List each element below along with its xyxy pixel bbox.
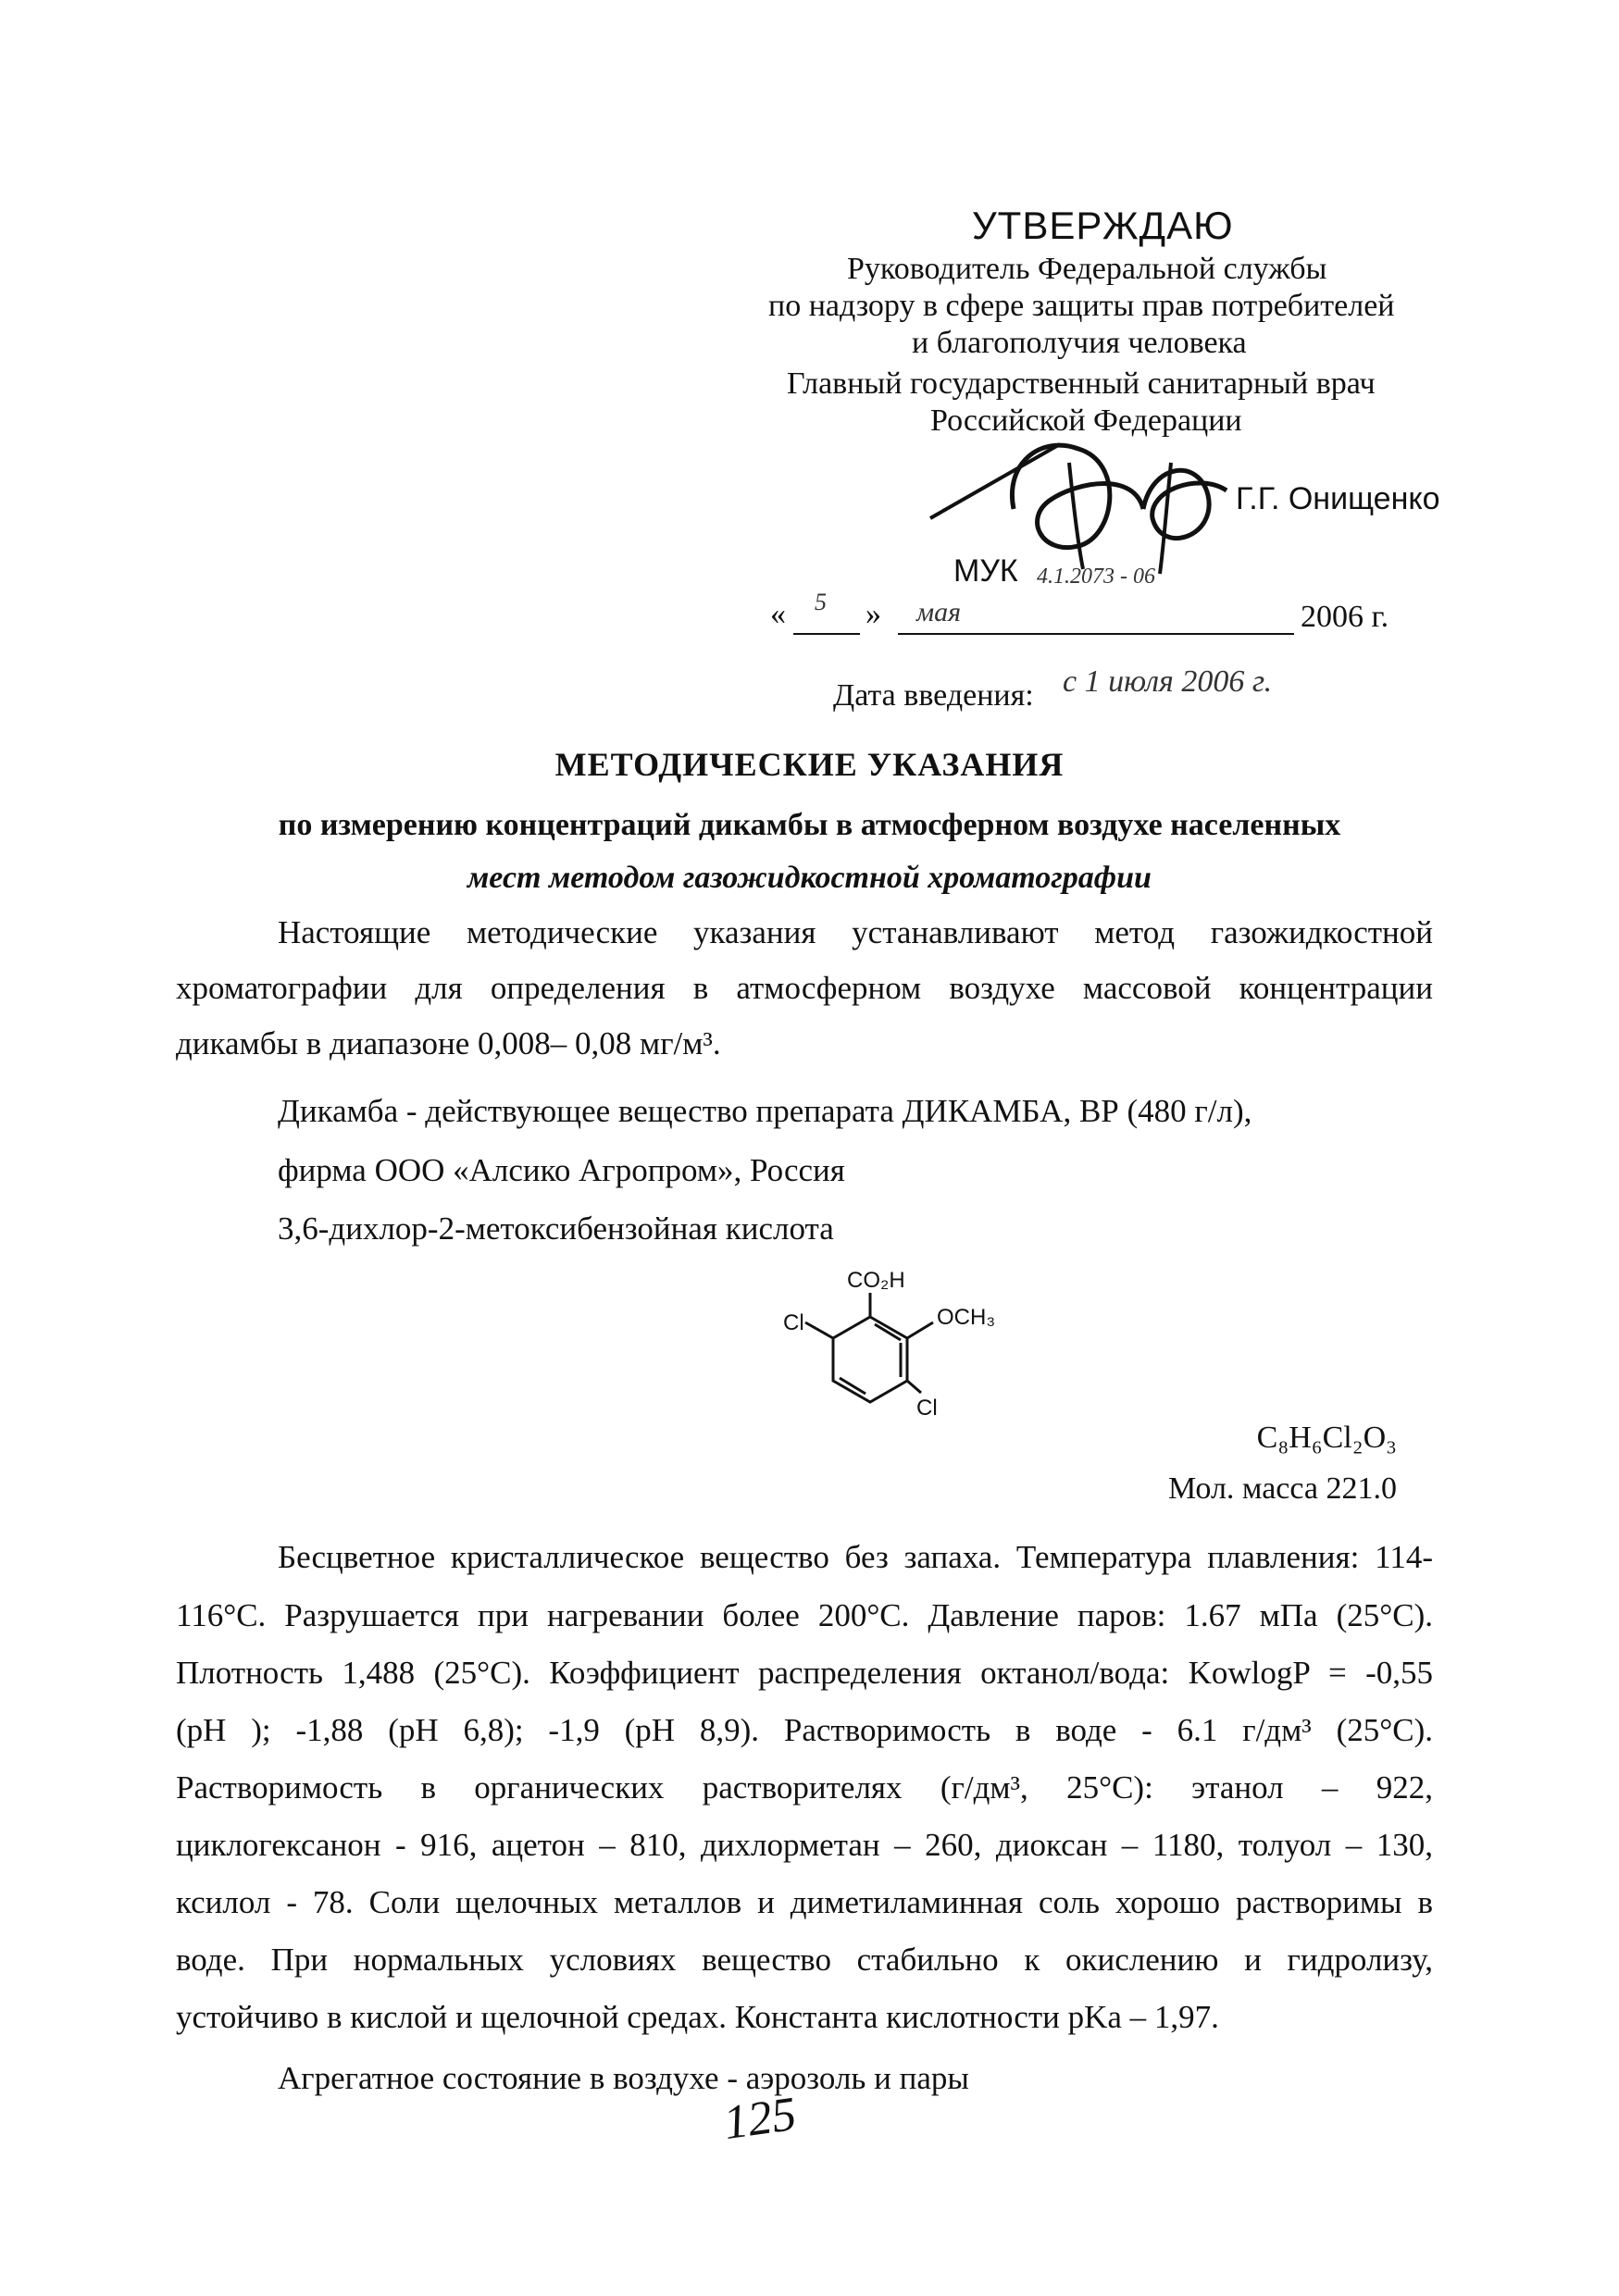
- date-year: 2006 г.: [1301, 600, 1389, 634]
- molecular-mass: Мол. масса 221.0: [1168, 1471, 1397, 1506]
- molecular-formula: C₈H₆Cl₂O₃: [1256, 1421, 1397, 1455]
- properties-line-9: устойчиво в кислой и щелочной средах. Константа кислотности pKa – 1,97.: [176, 1999, 1219, 2035]
- intro-date-value: с 1 июля 2006 г.: [1063, 664, 1273, 699]
- approval-line-3: и благополучия человека: [912, 326, 1247, 360]
- structural-formula: [731, 1263, 1009, 1421]
- approval-line-4: Главный государственный санитарный врач: [787, 366, 1376, 401]
- approval-line-5: Российской Федерации: [930, 403, 1242, 438]
- intro-date-label: Дата введения:: [833, 678, 1034, 713]
- date-month: мая: [916, 597, 962, 627]
- properties-line-7: ксилол - 78. Соли щелочных металлов и диметиламинная соль хорошо растворимы в: [176, 1884, 1433, 1920]
- structure-och3: OCH₃: [937, 1305, 996, 1330]
- structure-co2h: CO₂H: [847, 1268, 905, 1293]
- structure-cl-bottom: Cl: [916, 1396, 938, 1421]
- date-quote-open: «: [770, 597, 786, 631]
- date-day-underline: [793, 633, 860, 635]
- properties-line-2: 116°C. Разрушается при нагревании более 200°C. Давление паров: 1.67 мПа (25°C).: [176, 1597, 1433, 1633]
- signer-name: Г.Г. Онищенко: [1236, 481, 1440, 516]
- paragraph-4: 3,6-дихлор-2-метоксибензойная кислота: [278, 1210, 834, 1247]
- properties-line-5: Растворимость в органических растворителях (г/дм³, 25°C): этанол – 922,: [176, 1769, 1433, 1806]
- document-subtitle-1: по измерению концентраций дикамбы в атмосферном воздухе населенных: [278, 808, 1341, 842]
- paragraph-3: фирма ООО «Алсико Агропром», Россия: [278, 1152, 845, 1188]
- date-day: 5: [815, 589, 827, 615]
- approval-line-1: Руководитель Федеральной службы: [847, 252, 1327, 286]
- date-month-underline: [898, 633, 1294, 635]
- properties-line-4: (pH ); -1,88 (pH 6,8); -1,9 (pH 8,9). Растворимость в воде - 6.1 г/дм³ (25°C).: [176, 1712, 1433, 1748]
- document-subtitle-2: мест методом газожидкостной хроматографии: [467, 861, 1152, 895]
- page-number: 125: [720, 2087, 800, 2151]
- paragraph-2: Дикамба - действующее вещество препарата ДИКАМБА, ВР (480 г/л),: [278, 1093, 1252, 1129]
- aggregate-state: Агрегатное состояние в воздухе - аэрозоль и пары: [278, 2060, 969, 2096]
- doc-code-label: МУК: [953, 553, 1018, 589]
- paragraph-1-line-2: хроматографии для определения в атмосферном воздухе массовой концентрации: [176, 970, 1433, 1006]
- approval-heading: УТВЕРЖДАЮ: [972, 204, 1234, 247]
- date-quote-close: »: [866, 597, 881, 631]
- properties-line-8: воде. При нормальных условиях вещество стабильно к окислению и гидролизу,: [176, 1942, 1433, 1978]
- document-title: МЕТОДИЧЕСКИЕ УКАЗАНИЯ: [554, 746, 1065, 783]
- paragraph-1-line-1: Настоящие методические указания устанавливают метод газожидкостной: [278, 914, 1433, 950]
- properties-line-1: Бесцветное кристаллическое вещество без запаха. Температура плавления: 114-: [278, 1539, 1433, 1575]
- properties-line-3: Плотность 1,488 (25°C). Коэффициент распределения октанол/вода: KowlogP = -0,55: [176, 1655, 1433, 1691]
- doc-code-handwritten: 4.1.2073 - 06: [1037, 565, 1155, 589]
- properties-line-6: циклогексанон - 916, ацетон – 810, дихлорметан – 260, диоксан – 1180, толуол – 130,: [176, 1827, 1433, 1863]
- paragraph-1-line-3: дикамбы в диапазоне 0,008– 0,08 мг/м³.: [176, 1025, 721, 1061]
- approval-line-2: по надзору в сфере защиты прав потребителей: [768, 289, 1395, 323]
- structure-cl-top: Cl: [783, 1310, 804, 1335]
